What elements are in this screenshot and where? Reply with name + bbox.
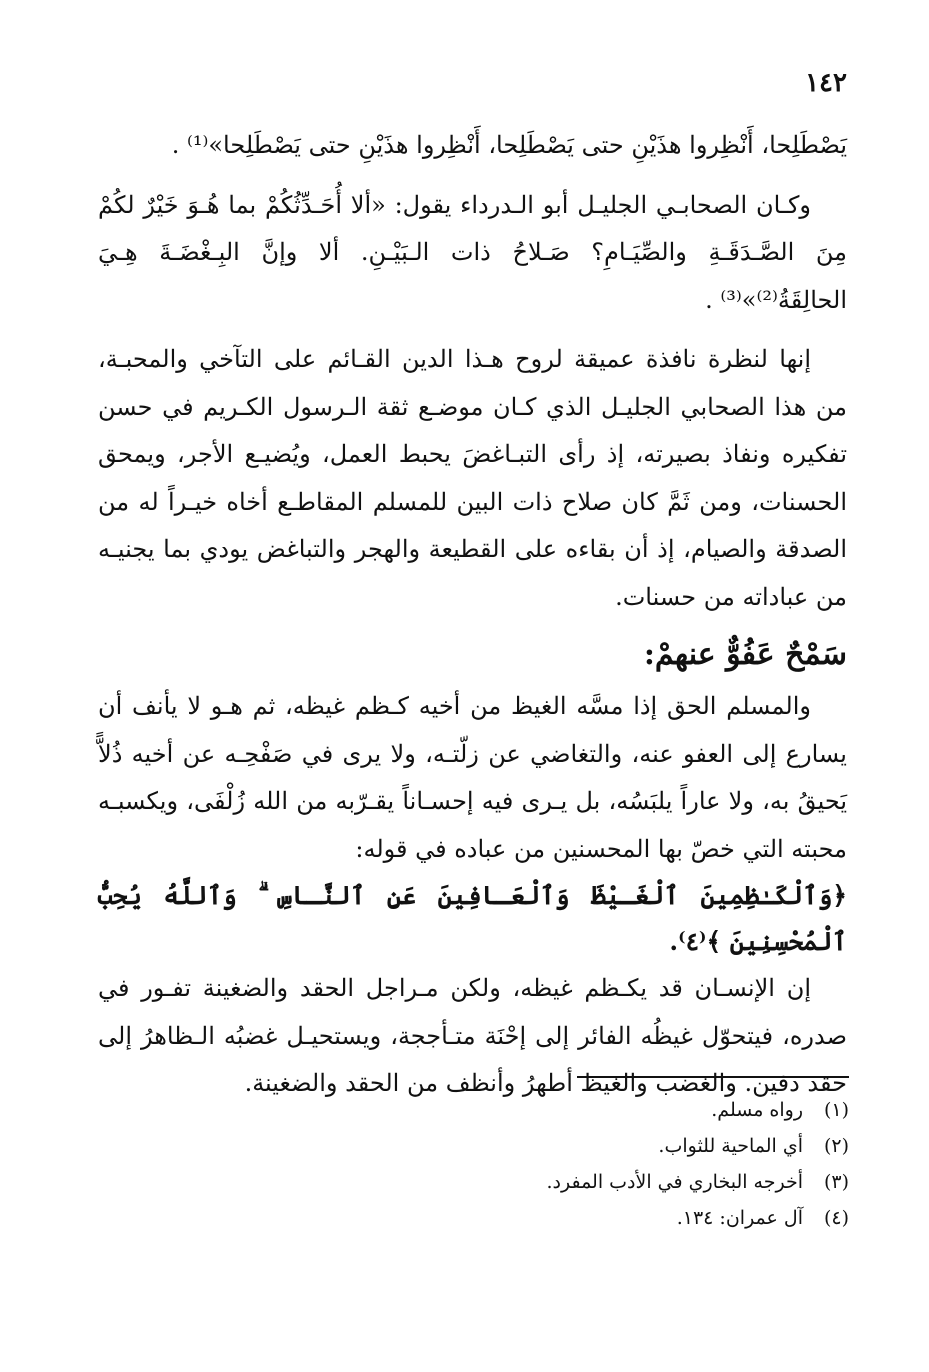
paragraph-forgiveness: والمسلم الحق إذا مسَّه الغيظ من أخيه كـظم غيظه، ثم هـو لا يأنف أن يسارع إلى العفو عنه، والتغاضي عن زلّتـه، ولا يرى في صَفْحِـه عن أخيه ذُلاًّ يَحيقُ به، ولا عاراً يلبَسُه، بل يـرى فيه إحسـاناً يقـرّبه من الله زُلْفَى، ويكسبـه محبته التي خصّ بها المحسنين من عباده في قوله: (98, 692, 847, 863)
footnotes-list (546, 1092, 849, 1236)
page-number: ١٤٢ (805, 68, 847, 98)
paragraph-insight: إنها لنظرة نافذة عميقة لروح هـذا الدين القـائم على التآخي والمحبـة، من هذا الصحابي الجليـل الذي كـان موضـع ثقة الـرسول الكـريم في حسن تفكيره ونفاذ بصيرته، إذ رأى التبـاغضَ يحبط العمل، ويُضيـع الأجر، ويمحق الحسنات، ومن ثَمَّ كان صلاح ذات البين للمسلم المقاطـع أخاه خيـراً له من الصدقة والصيام، إذ أن بقاءه على القطيعة والهجر والتباغض يودي بما يجنيـه من عباداته من حسنات. (98, 345, 847, 611)
footnote-text: آل عمران: ١٣٤. (676, 1207, 803, 1229)
footnote-number: (٤) (823, 1207, 849, 1229)
paragraph-continuation: يَصْطَلِحا، أَنْظِروا هذَيْنِ حتى يَصْطَلِحا، أَنْظِروا هذَيْنِ حتى يَصْطَلِحا»⁽¹⁾ . (171, 131, 847, 159)
main-text (98, 122, 847, 1108)
footnote-item (546, 1164, 849, 1200)
section-heading: سَمْحٌ عَفُوٌّ عنهمْ: (643, 637, 847, 672)
footnote-number: (٢) (823, 1135, 849, 1157)
footnote-item (546, 1092, 849, 1128)
footnote-number: (٣) (823, 1171, 849, 1193)
footnote-item (546, 1128, 849, 1164)
footnote-text: أخرجه البخاري في الأدب المفرد. (546, 1171, 803, 1193)
footnote-text: أي الماحية للثواب. (658, 1135, 803, 1157)
footnote-text: رواه مسلم. (711, 1099, 803, 1121)
paragraph-abu-darda: وكـان الصحابـي الجليـل أبو الـدرداء يقول: «ألا أُحَـدِّثُكُمْ بما هُـوَ خَيْرٌ لكُمْ مِنَ الصَّـدَقَـةِ والصِّيَـامِ؟ صَـلاحُ ذات الـبَيْـنِ. ألا وإنَّ البِـغْضَـةَ هِـيَ الحالِقَةُ⁽²⁾»⁽³⁾ . (98, 190, 847, 314)
footnote-item (546, 1200, 849, 1236)
footnote-separator (577, 1076, 849, 1078)
paragraph-anger: إن الإنسـان قد يكـظم غيظه، ولكن مـراجل الحقد والضغينة تفـور في صدره، فيتحوّل غيظُه الفائر إلى إحْنَة متـأججة، ويستحيـل غضبُه الـظاهرُ إلى حقد دفين. والغضب والغيظ أطهرُ وأنظف من الحقد والضغينة. (98, 974, 847, 1097)
quran-verse: ﴿وَٱلْكَـٰظِمِينَ ٱلْغَـيْظَ وَٱلْعَـافِينَ عَنِ ٱلنَّـاسِ ۗ وَٱللَّهُ يُحِبُّ ٱلْمُحْسِنِينَ ﴾⁽٤⁾. (98, 881, 847, 956)
footnote-number: (١) (823, 1099, 849, 1121)
